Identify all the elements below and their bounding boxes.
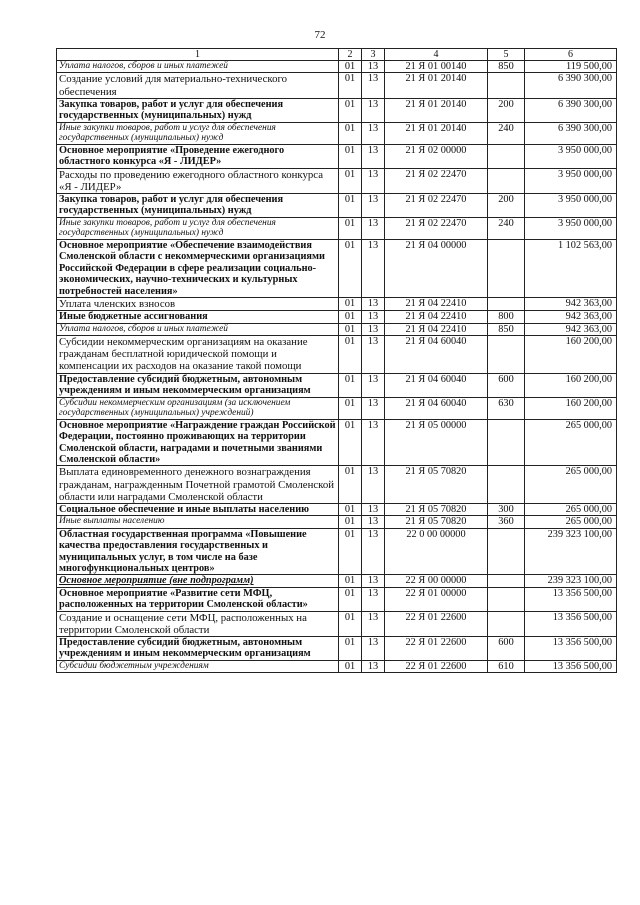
row-section-cell: 01 — [339, 466, 362, 504]
row-name-cell: Уплата налогов, сборов и иных платежей — [57, 61, 339, 73]
row-section-cell: 01 — [339, 336, 362, 374]
row-section-cell: 01 — [339, 397, 362, 419]
row-section-cell: 01 — [339, 194, 362, 218]
row-name-cell: Основное мероприятие «Обеспечение взаимодействия Смоленской области с некоммерческими организациями Российской Федерации в сфере реализации социально-экономических, научно-технических и культурных потребностей населения» — [57, 240, 339, 298]
row-name-cell: Иные закупки товаров, работ и услуг для обеспечения государственных (муниципальных) нужд — [57, 217, 339, 239]
row-amount-cell: 265 000,00 — [525, 516, 617, 528]
row-subsection-cell: 13 — [362, 240, 385, 298]
row-subsection-cell: 13 — [362, 144, 385, 168]
row-section-cell: 01 — [339, 636, 362, 660]
row-name-cell: Закупка товаров, работ и услуг для обеспечения государственных (муниципальных) нужд — [57, 98, 339, 122]
row-section-cell: 01 — [339, 587, 362, 611]
row-section-cell: 01 — [339, 575, 362, 587]
row-amount-cell: 265 000,00 — [525, 503, 617, 515]
row-type-cell: 200 — [488, 98, 525, 122]
row-name-cell: Иные бюджетные ассигнования — [57, 311, 339, 323]
budget-table — [56, 48, 617, 673]
row-name-cell: Субсидии некоммерческим организациям (за исключением государственных (муниципальных) учреждений) — [57, 397, 339, 419]
row-code-cell: 22 Я 01 22600 — [385, 611, 488, 636]
row-name-cell: Создание условий для материально-технического обеспечения — [57, 73, 339, 98]
row-name-cell: Основное мероприятие «Награждение граждан Российской Федерации, постоянно проживающих на территории Смоленской области, наградами и почетными званиями Смоленской области» — [57, 419, 339, 466]
row-amount-cell: 265 000,00 — [525, 419, 617, 466]
header-cell-1: 1 — [57, 49, 339, 61]
row-subsection-cell: 13 — [362, 323, 385, 335]
row-name-cell: Выплата единовременного денежного вознаграждения гражданам, награжденным Почетной грамотой Смоленской области или наградами Смоленской области — [57, 466, 339, 504]
row-amount-cell: 239 323 100,00 — [525, 528, 617, 575]
row-amount-cell: 13 356 500,00 — [525, 660, 617, 672]
row-subsection-cell: 13 — [362, 168, 385, 193]
header-cell-5: 5 — [488, 49, 525, 61]
row-code-cell: 22 Я 00 00000 — [385, 575, 488, 587]
row-type-cell: 850 — [488, 323, 525, 335]
row-amount-cell: 119 500,00 — [525, 61, 617, 73]
row-name-cell: Предоставление субсидий бюджетным, автономным учреждениям и иным некоммерческим организациям — [57, 373, 339, 397]
row-type-cell: 800 — [488, 311, 525, 323]
row-section-cell: 01 — [339, 240, 362, 298]
row-code-cell: 21 Я 05 70820 — [385, 516, 488, 528]
row-subsection-cell: 13 — [362, 194, 385, 218]
row-section-cell: 01 — [339, 611, 362, 636]
row-amount-cell: 13 356 500,00 — [525, 636, 617, 660]
row-code-cell: 21 Я 04 60040 — [385, 373, 488, 397]
row-section-cell: 01 — [339, 73, 362, 98]
row-type-cell: 600 — [488, 373, 525, 397]
table-row — [57, 298, 617, 311]
row-name-cell: Уплата налогов, сборов и иных платежей — [57, 323, 339, 335]
row-name-cell: Иные выплаты населению — [57, 516, 339, 528]
row-code-cell: 21 Я 05 70820 — [385, 466, 488, 504]
row-type-cell: 360 — [488, 516, 525, 528]
row-code-cell: 21 Я 01 00140 — [385, 61, 488, 73]
row-type-cell: 630 — [488, 397, 525, 419]
row-section-cell: 01 — [339, 217, 362, 239]
row-section-cell: 01 — [339, 373, 362, 397]
row-code-cell: 21 Я 05 00000 — [385, 419, 488, 466]
table-row — [57, 373, 617, 397]
row-code-cell: 21 Я 02 00000 — [385, 144, 488, 168]
row-type-cell: 240 — [488, 217, 525, 239]
table-row — [57, 419, 617, 466]
row-code-cell: 21 Я 04 22410 — [385, 298, 488, 311]
row-type-cell — [488, 587, 525, 611]
table-row — [57, 311, 617, 323]
row-name-cell: Расходы по проведению ежегодного областного конкурса «Я - ЛИДЕР» — [57, 168, 339, 193]
row-name-cell: Основное мероприятие «Проведение ежегодного областного конкурса «Я - ЛИДЕР» — [57, 144, 339, 168]
row-amount-cell: 3 950 000,00 — [525, 194, 617, 218]
table-row — [57, 336, 617, 374]
table-row — [57, 636, 617, 660]
table-row — [57, 240, 617, 298]
row-name-cell: Областная государственная программа «Повышение качества предоставления государственных и муниципальных услуг, в том числе на базе многофункциональных центров» — [57, 528, 339, 575]
row-amount-cell: 942 363,00 — [525, 323, 617, 335]
header-cell-4: 4 — [385, 49, 488, 61]
row-code-cell: 21 Я 02 22470 — [385, 217, 488, 239]
table-row — [57, 217, 617, 239]
row-section-cell: 01 — [339, 168, 362, 193]
row-subsection-cell: 13 — [362, 122, 385, 144]
row-section-cell: 01 — [339, 122, 362, 144]
row-section-cell: 01 — [339, 419, 362, 466]
row-code-cell: 21 Я 05 70820 — [385, 503, 488, 515]
row-type-cell — [488, 466, 525, 504]
row-subsection-cell: 13 — [362, 217, 385, 239]
table-row — [57, 611, 617, 636]
row-code-cell: 21 Я 01 20140 — [385, 122, 488, 144]
row-section-cell: 01 — [339, 503, 362, 515]
row-name-cell: Иные закупки товаров, работ и услуг для обеспечения государственных (муниципальных) нужд — [57, 122, 339, 144]
row-type-cell: 200 — [488, 194, 525, 218]
row-subsection-cell: 13 — [362, 397, 385, 419]
row-amount-cell: 3 950 000,00 — [525, 168, 617, 193]
header-cell-2: 2 — [339, 49, 362, 61]
row-type-cell — [488, 240, 525, 298]
row-code-cell: 21 Я 01 20140 — [385, 73, 488, 98]
row-section-cell: 01 — [339, 311, 362, 323]
row-subsection-cell: 13 — [362, 587, 385, 611]
table-row — [57, 528, 617, 575]
row-amount-cell: 6 390 300,00 — [525, 73, 617, 98]
row-amount-cell: 3 950 000,00 — [525, 217, 617, 239]
row-section-cell: 01 — [339, 516, 362, 528]
row-amount-cell: 265 000,00 — [525, 466, 617, 504]
table-row — [57, 122, 617, 144]
row-name-cell: Закупка товаров, работ и услуг для обеспечения государственных (муниципальных) нужд — [57, 194, 339, 218]
table-row — [57, 575, 617, 587]
row-code-cell: 21 Я 04 60040 — [385, 336, 488, 374]
row-type-cell — [488, 168, 525, 193]
row-name-cell: Субсидии бюджетным учреждениям — [57, 660, 339, 672]
row-type-cell — [488, 528, 525, 575]
row-name-cell: Уплата членских взносов — [57, 298, 339, 311]
row-amount-cell: 1 102 563,00 — [525, 240, 617, 298]
row-type-cell — [488, 575, 525, 587]
row-subsection-cell: 13 — [362, 298, 385, 311]
row-subsection-cell: 13 — [362, 311, 385, 323]
row-type-cell — [488, 144, 525, 168]
row-subsection-cell: 13 — [362, 419, 385, 466]
table-row — [57, 516, 617, 528]
row-name-cell: Создание и оснащение сети МФЦ, расположенных на территории Смоленской области — [57, 611, 339, 636]
row-code-cell: 21 Я 02 22470 — [385, 194, 488, 218]
row-code-cell: 22 0 00 00000 — [385, 528, 488, 575]
row-section-cell: 01 — [339, 61, 362, 73]
row-type-cell — [488, 336, 525, 374]
row-section-cell: 01 — [339, 98, 362, 122]
row-code-cell: 21 Я 01 20140 — [385, 98, 488, 122]
row-type-cell: 610 — [488, 660, 525, 672]
row-code-cell: 21 Я 04 00000 — [385, 240, 488, 298]
row-name-cell: Основное мероприятие (вне подпрограмм) — [57, 575, 339, 587]
row-amount-cell: 6 390 300,00 — [525, 98, 617, 122]
row-code-cell: 22 Я 01 00000 — [385, 587, 488, 611]
table-row — [57, 466, 617, 504]
row-amount-cell: 3 950 000,00 — [525, 144, 617, 168]
row-amount-cell: 160 200,00 — [525, 373, 617, 397]
row-name-cell: Социальное обеспечение и иные выплаты населению — [57, 503, 339, 515]
row-name-cell: Субсидии некоммерческим организациям на оказание гражданам бесплатной юридической помощи и компенсации их расходов на оказание такой помощи — [57, 336, 339, 374]
table-row — [57, 503, 617, 515]
row-amount-cell: 160 200,00 — [525, 397, 617, 419]
table-row — [57, 323, 617, 335]
row-type-cell: 600 — [488, 636, 525, 660]
row-code-cell: 21 Я 04 60040 — [385, 397, 488, 419]
row-subsection-cell: 13 — [362, 660, 385, 672]
row-section-cell: 01 — [339, 298, 362, 311]
row-subsection-cell: 13 — [362, 636, 385, 660]
row-subsection-cell: 13 — [362, 516, 385, 528]
table-row — [57, 660, 617, 672]
row-type-cell: 240 — [488, 122, 525, 144]
row-name-cell: Основное мероприятие «Развитие сети МФЦ, расположенных на территории Смоленской области» — [57, 587, 339, 611]
row-code-cell: 22 Я 01 22600 — [385, 636, 488, 660]
row-subsection-cell: 13 — [362, 575, 385, 587]
header-cell-6: 6 — [525, 49, 617, 61]
row-code-cell: 21 Я 04 22410 — [385, 323, 488, 335]
row-section-cell: 01 — [339, 660, 362, 672]
page-number: 72 — [314, 29, 326, 41]
row-amount-cell: 13 356 500,00 — [525, 587, 617, 611]
row-type-cell — [488, 73, 525, 98]
row-amount-cell: 239 323 100,00 — [525, 575, 617, 587]
row-code-cell: 21 Я 04 22410 — [385, 311, 488, 323]
row-section-cell: 01 — [339, 528, 362, 575]
table-row — [57, 168, 617, 193]
row-subsection-cell: 13 — [362, 73, 385, 98]
row-amount-cell: 942 363,00 — [525, 298, 617, 311]
row-amount-cell: 942 363,00 — [525, 311, 617, 323]
table-row — [57, 73, 617, 98]
row-subsection-cell: 13 — [362, 611, 385, 636]
table-row — [57, 61, 617, 73]
table-header-row — [57, 49, 617, 61]
row-section-cell: 01 — [339, 144, 362, 168]
row-subsection-cell: 13 — [362, 336, 385, 374]
row-subsection-cell: 13 — [362, 373, 385, 397]
table-row — [57, 144, 617, 168]
table-row — [57, 98, 617, 122]
row-type-cell: 300 — [488, 503, 525, 515]
table-row — [57, 194, 617, 218]
row-type-cell: 850 — [488, 61, 525, 73]
row-amount-cell: 13 356 500,00 — [525, 611, 617, 636]
row-type-cell — [488, 611, 525, 636]
header-cell-3: 3 — [362, 49, 385, 61]
row-type-cell — [488, 419, 525, 466]
row-code-cell: 21 Я 02 22470 — [385, 168, 488, 193]
row-type-cell — [488, 298, 525, 311]
row-name-cell: Предоставление субсидий бюджетным, автономным учреждениям и иным некоммерческим организациям — [57, 636, 339, 660]
row-subsection-cell: 13 — [362, 466, 385, 504]
row-amount-cell: 160 200,00 — [525, 336, 617, 374]
row-subsection-cell: 13 — [362, 98, 385, 122]
table-row — [57, 587, 617, 611]
row-subsection-cell: 13 — [362, 503, 385, 515]
row-subsection-cell: 13 — [362, 61, 385, 73]
row-subsection-cell: 13 — [362, 528, 385, 575]
row-section-cell: 01 — [339, 323, 362, 335]
row-amount-cell: 6 390 300,00 — [525, 122, 617, 144]
row-code-cell: 22 Я 01 22600 — [385, 660, 488, 672]
table-row — [57, 397, 617, 419]
